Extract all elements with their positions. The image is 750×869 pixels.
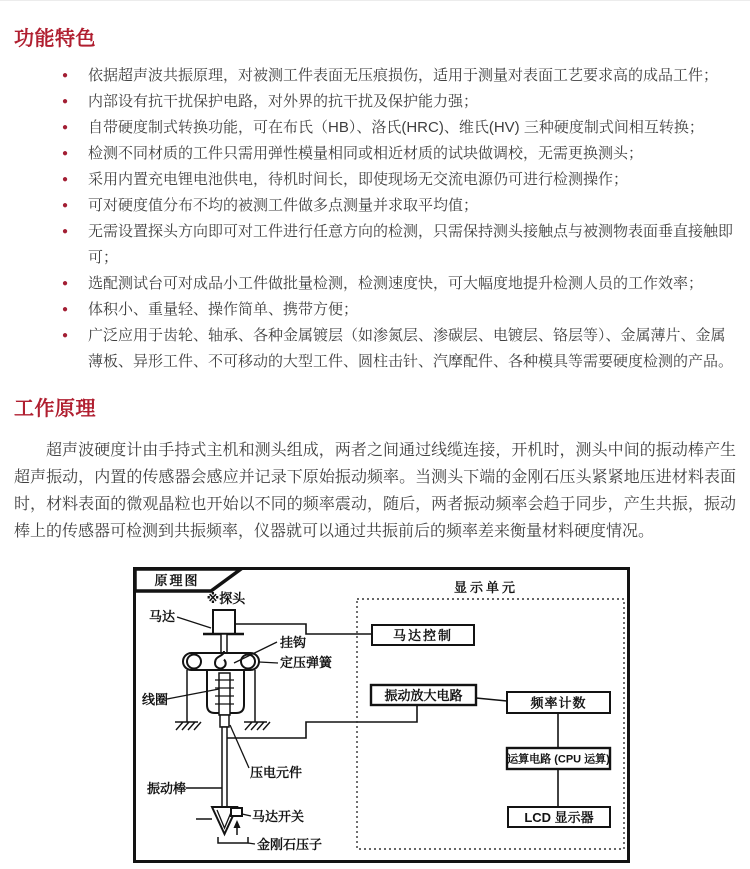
list-item — [60, 63, 737, 89]
list-item — [60, 89, 737, 115]
diamond-indenter-label: 金刚石压子 — [257, 837, 323, 852]
hook-label: 挂钩 — [280, 635, 307, 650]
motor-control-label: 马达控制 — [392, 628, 454, 643]
features-list — [0, 63, 750, 375]
motor-switch-shape — [231, 808, 242, 816]
motor-block — [213, 610, 235, 634]
list-item-text: 自带硬度制式转换功能，可在布氏（HB）、洛氏(HRC)、维氏(HV) 三种硬度制式间相互转换； — [88, 119, 704, 136]
bullet-icon: ● — [62, 122, 69, 133]
cpu-circuit-label: 运算电路 (CPU 运算) — [507, 753, 610, 766]
list-item — [60, 167, 737, 193]
bullet-icon: ● — [62, 278, 69, 289]
list-item — [60, 297, 737, 323]
coil-label: 线圈 — [142, 692, 169, 707]
bullet-icon: ● — [62, 330, 69, 341]
diagram-tab-label: 原理图 — [154, 573, 200, 588]
principle-paragraph: 超声波硬度计由手持式主机和测头组成，两者之间通过线缆连接，开机时，测头中间的振动棒产生超声振动，内置的传感器会感应并记录下原始振动频率。当测头下端的金刚石压头紧紧地压进材料表面时，材料表面的微观晶粒也开始以不同的频率震动，随后，两者振动频率会趋于同步，产生共振，振动棒上的传感器可检测到共振频率，仪器就可以通过共振前后的频率差来衡量材料硬度情况。 — [14, 442, 736, 540]
probe-label: ※探头 — [206, 591, 246, 606]
bullet-icon: ● — [62, 200, 69, 211]
list-item-text: 内部设有抗干扰保护电路，对外界的抗干扰及保护能力强； — [88, 93, 479, 110]
vibration-rod-label: 振动棒 — [147, 781, 187, 796]
principle-diagram — [133, 567, 630, 864]
list-item — [60, 271, 737, 297]
coil-core — [219, 673, 230, 715]
list-item-text: 无需设置探头方向即可对工件进行任意方向的检测，只需保持测头接触点与被测物表面垂直接触即可； — [88, 223, 734, 266]
list-item-text: 采用内置充电锂电池供电，待机时间长，即使现场无交流电源仍可进行检测操作； — [88, 171, 629, 188]
list-item-text: 选配测试台可对成品小工件做批量检测，检测速度快，可大幅度地提升检测人员的工作效率； — [88, 275, 704, 292]
vibration-amplifier-label: 振动放大电路 — [384, 688, 463, 703]
pulley-left — [187, 655, 201, 669]
pressure-spring-label: 定压弹簧 — [280, 655, 333, 670]
list-item — [60, 141, 737, 167]
bullet-icon: ● — [62, 174, 69, 185]
bullet-icon: ● — [62, 148, 69, 159]
lcd-display-label: LCD 显示器 — [524, 810, 594, 825]
list-item — [60, 323, 737, 375]
list-item — [60, 219, 737, 271]
principle-diagram-svg — [133, 567, 630, 864]
frequency-counter-label: 频率计数 — [530, 695, 587, 711]
motor-switch-label: 马达开关 — [252, 809, 305, 824]
list-item — [60, 193, 737, 219]
display-unit-label: 显示单元 — [453, 580, 519, 595]
list-item — [60, 115, 737, 141]
features-title: 功能特色 — [14, 28, 96, 50]
bullet-icon: ● — [62, 96, 69, 107]
list-item-text: 依据超声波共振原理，对被测工件表面无压痕损伤，适用于测量对表面工艺要求高的成品工件； — [88, 67, 719, 84]
list-item-text: 广泛应用于齿轮、轴承、各种金属镀层（如渗氮层、渗碳层、电镀层、铬层等）、金属薄片、金属薄板、异形工件、不可移动的大型工件、圆柱击针、汽摩配件、各种模具等需要硬度检测的产品。 — [88, 327, 734, 370]
bullet-icon: ● — [62, 70, 69, 81]
piezo-block — [220, 715, 229, 727]
bullet-icon: ● — [62, 226, 69, 237]
piezo-label: 压电元件 — [250, 765, 303, 780]
list-item-text: 可对硬度值分布不均的被测工件做多点测量并求取平均值； — [88, 197, 479, 214]
motor-label: 马达 — [149, 609, 176, 624]
principle-title: 工作原理 — [14, 398, 96, 420]
list-item-text: 检测不同材质的工件只需用弹性模量相同或相近材质的试块做调校，无需更换测头； — [88, 145, 644, 162]
vibration-rod-shape — [222, 727, 227, 807]
list-item-text: 体积小、重量轻、操作简单、携带方便； — [88, 301, 359, 318]
bullet-icon: ● — [62, 304, 69, 315]
